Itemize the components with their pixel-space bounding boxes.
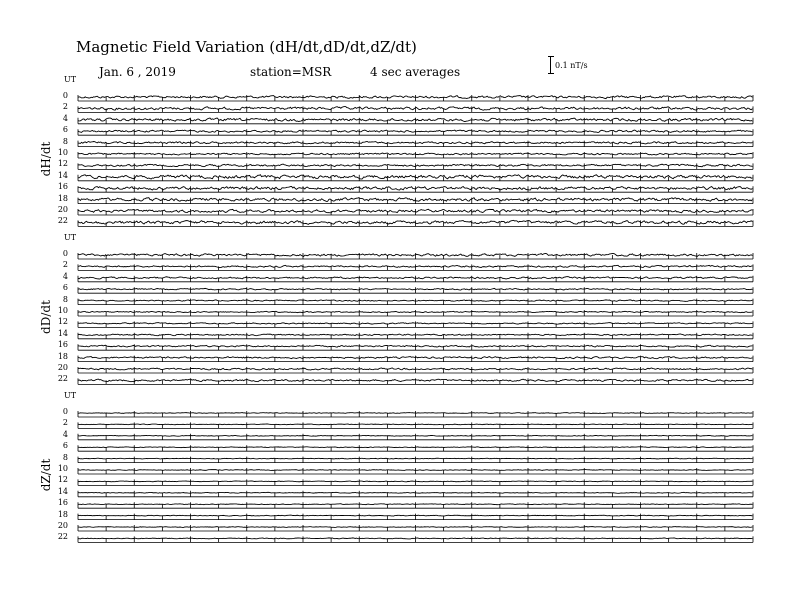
row-label-16: 16 bbox=[57, 498, 68, 508]
chart-title: Magnetic Field Variation (dH/dt,dD/dt,dZ/dt) bbox=[76, 38, 417, 56]
panel-plot-area bbox=[0, 80, 792, 240]
row-label-6: 6 bbox=[62, 441, 68, 451]
row-label-14: 14 bbox=[57, 328, 68, 338]
row-label-4: 4 bbox=[62, 113, 68, 123]
row-label-2: 2 bbox=[62, 418, 68, 428]
y-axis-label: dD/dt bbox=[39, 299, 53, 334]
station-label: station=MSR bbox=[250, 65, 332, 79]
panel-dz bbox=[0, 391, 792, 556]
row-label-2: 2 bbox=[62, 260, 68, 270]
row-label-8: 8 bbox=[62, 452, 68, 462]
row-label-6: 6 bbox=[62, 283, 68, 293]
row-label-20: 20 bbox=[57, 205, 68, 214]
scale-label: 0.1 nT/s bbox=[555, 61, 588, 70]
row-label-12: 12 bbox=[57, 159, 68, 169]
row-label-20: 20 bbox=[57, 521, 68, 530]
row-label-10: 10 bbox=[57, 148, 68, 157]
panel-plot-area bbox=[0, 396, 792, 556]
row-label-16: 16 bbox=[57, 340, 68, 350]
row-label-0: 0 bbox=[62, 407, 68, 416]
row-label-10: 10 bbox=[57, 464, 68, 473]
row-label-22: 22 bbox=[57, 532, 68, 542]
row-label-10: 10 bbox=[57, 306, 68, 315]
trace-dz-16 bbox=[78, 504, 752, 505]
row-label-4: 4 bbox=[62, 429, 68, 439]
ut-axis-label: UT bbox=[64, 233, 77, 242]
row-label-18: 18 bbox=[57, 193, 68, 203]
trace-dz-18 bbox=[78, 515, 752, 516]
row-label-6: 6 bbox=[62, 125, 68, 135]
row-label-2: 2 bbox=[62, 102, 68, 112]
trace-dz-14 bbox=[78, 492, 752, 493]
row-label-4: 4 bbox=[62, 271, 68, 281]
row-label-20: 20 bbox=[57, 363, 68, 372]
y-axis-label: dZ/dt bbox=[39, 458, 53, 491]
row-label-12: 12 bbox=[57, 317, 68, 327]
row-label-8: 8 bbox=[62, 294, 68, 304]
ut-axis-label: UT bbox=[64, 75, 77, 84]
date-label: Jan. 6 , 2019 bbox=[99, 65, 176, 79]
panel-plot-area bbox=[0, 238, 792, 398]
row-label-22: 22 bbox=[57, 216, 68, 226]
panel-dh bbox=[0, 75, 792, 240]
ut-axis-label: UT bbox=[64, 391, 77, 400]
row-label-18: 18 bbox=[57, 509, 68, 519]
averaging-label: 4 sec averages bbox=[370, 65, 461, 79]
row-label-14: 14 bbox=[57, 486, 68, 496]
row-label-12: 12 bbox=[57, 475, 68, 485]
row-label-0: 0 bbox=[62, 91, 68, 100]
panel-dd bbox=[0, 233, 792, 398]
row-label-8: 8 bbox=[62, 136, 68, 146]
row-label-18: 18 bbox=[57, 351, 68, 361]
y-axis-label: dH/dt bbox=[39, 141, 53, 177]
row-label-14: 14 bbox=[57, 170, 68, 180]
row-label-16: 16 bbox=[57, 182, 68, 192]
trace-dz-12 bbox=[78, 481, 752, 482]
row-label-0: 0 bbox=[62, 249, 68, 258]
scale-bar-icon bbox=[548, 56, 554, 74]
row-label-22: 22 bbox=[57, 374, 68, 384]
trace-dz-6 bbox=[78, 447, 752, 448]
